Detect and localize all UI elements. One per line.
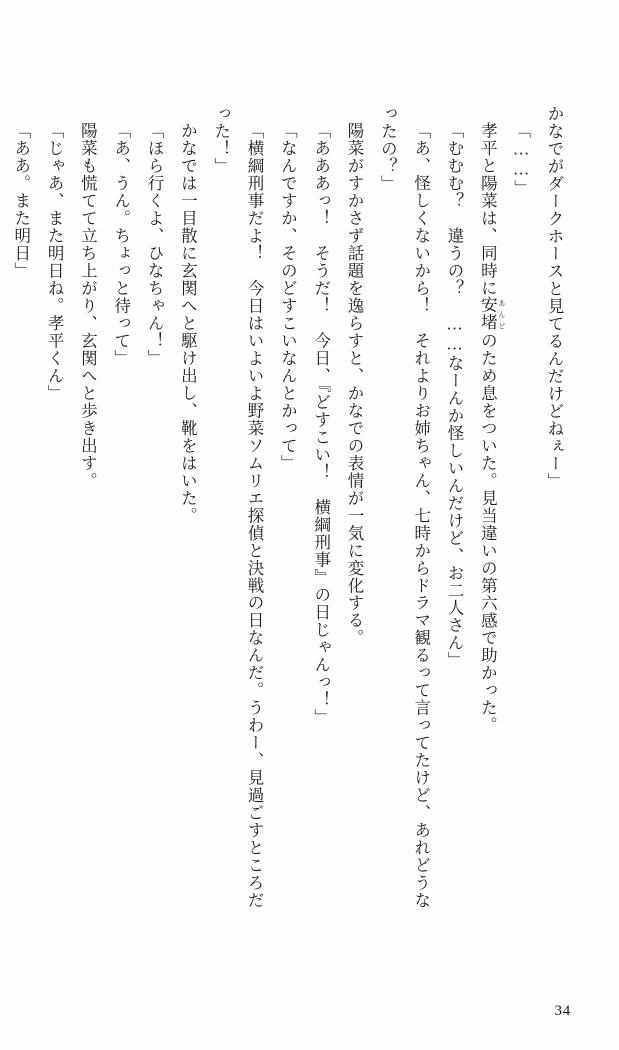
paragraph: 「あああっ！ そうだ！ 今日、『どすこい！ 横綱刑事』の日じゃんっ！」 xyxy=(311,121,331,726)
ruby-annotation: 安堵 あんど xyxy=(478,296,504,332)
paragraph: かなでがダークホースと見てるんだけどねぇー」 xyxy=(545,105,564,490)
paragraph: 「……」 xyxy=(511,121,531,197)
page-number: 34 xyxy=(554,1003,571,1019)
paragraph: 「じゃあ、また明日ね。孝平くん」 xyxy=(45,121,65,402)
paragraph: かなでは一目散に玄関へと駆け出し、靴をはいた。 xyxy=(178,121,198,524)
paragraph: 「横綱刑事だよ！ 今日はいよいよ野菜ソムリエ探偵と決戦の日なんだ。うわー、見過ごすところだった！」 xyxy=(211,105,265,909)
paragraph: 「あ、うん。ちょっと待って」 xyxy=(111,121,131,367)
paragraph: 「ほら行くよ、ひなちゃん！」 xyxy=(145,121,165,367)
paragraph: 陽菜も慌てて立ち上がり、玄関へと歩き出す。 xyxy=(78,121,98,489)
paragraph-with-ruby: 孝平と陽菜は、同時に安堵 あんどのため息をついた。見当違いの第六感で助かった。 xyxy=(478,121,504,734)
paragraph: 「ああ。また明日」 xyxy=(11,121,31,279)
paragraph: 「あ、怪しくないから！ それよりお姉ちゃん、七時からドラマ観るって言ってたけど、あれどうなったの？」 xyxy=(378,105,431,909)
paragraph: 「なんですか、そのどすこいなんとかって」 xyxy=(278,121,298,472)
paragraph: 陽菜がすかさず話題を逸らすと、かなでの表情が一気に変化する。 xyxy=(345,121,365,647)
paragraph: 「むむむ？ 違うの？ ……なーんか怪しいんだけど、お二人さん」 xyxy=(445,121,465,669)
vertical-text-body xyxy=(11,105,571,915)
